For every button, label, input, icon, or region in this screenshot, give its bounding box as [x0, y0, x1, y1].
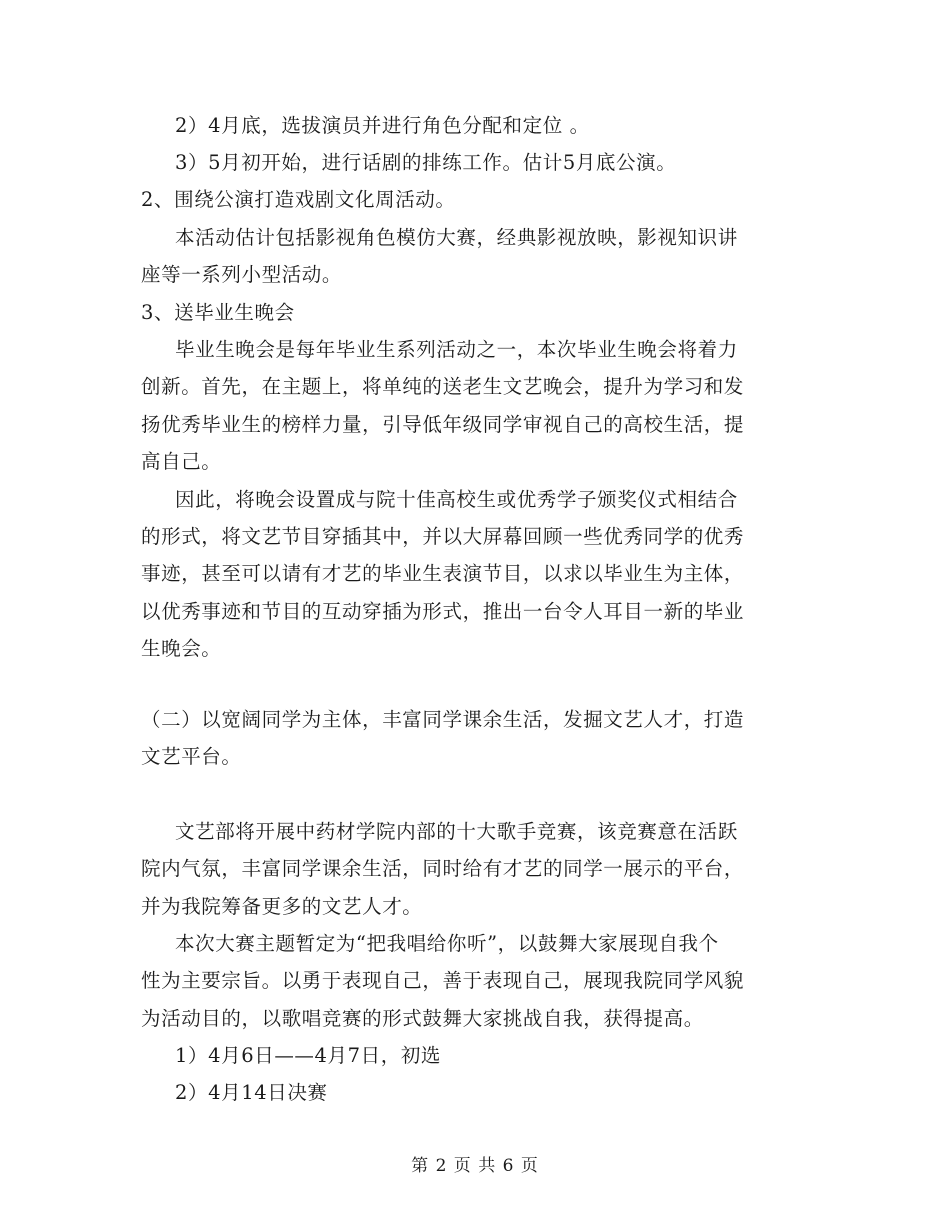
text-line-19: 院内气氛，丰富同学课余生活，同时给有才艺的同学一展示的平台，	[141, 857, 745, 880]
text-line-13: 事迹，甚至可以请有才艺的毕业生表演节目，以求以毕业生为主体，	[141, 562, 745, 585]
text-line-15: 生晚会。	[141, 637, 222, 660]
page-footer: 第 2 页 共 6 页	[411, 1156, 539, 1176]
text-line-11: 因此，将晚会设置成与院十佳高校生或优秀学子颁奖仪式相结合	[175, 488, 738, 511]
text-line-7: 毕业生晚会是每年毕业生系列活动之一，本次毕业生晚会将着力	[175, 338, 738, 361]
text-line-5: 座等一系列小型活动。	[141, 263, 343, 286]
text-line-20: 并为我院筹备更多的文艺人才。	[141, 895, 423, 918]
text-line-2: 3）5月初开始，进行话剧的排练工作。估计5月底公演。	[175, 151, 677, 174]
text-line-23: 为活动目的，以歌唱竞赛的形式鼓舞大家挑战自我，获得提高。	[141, 1007, 704, 1030]
section-heading-2: 2、围绕公演打造戏剧文化周活动。	[141, 188, 456, 211]
text-line-18: 文艺部将开展中药材学院内部的十大歌手竞赛，该竞赛意在活跃	[175, 820, 738, 843]
text-line-22: 性为主要宗旨。以勇于表现自己，善于表现自己，展现我院同学风貌	[141, 969, 745, 992]
text-line-8: 创新。首先，在主题上，将单纯的送老生文艺晚会，提升为学习和发	[141, 375, 745, 398]
text-line-4: 本活动估计包括影视角色模仿大赛，经典影视放映，影视知识讲	[175, 226, 738, 249]
text-line-9: 扬优秀毕业生的榜样力量，引导低年级同学审视自己的高校生活，提	[141, 413, 745, 436]
section-heading-two: （二）以宽阔同学为主体，丰富同学课余生活，发掘文艺人才，打造	[141, 708, 745, 731]
text-line-10: 高自己。	[141, 450, 222, 473]
text-line-14: 以优秀事迹和节目的互动穿插为形式，推出一台令人耳目一新的毕业	[141, 600, 745, 623]
text-line-24: 1）4月6日——4月7日，初选	[175, 1044, 442, 1067]
section-heading-3: 3、送毕业生晚会	[141, 301, 295, 324]
text-line-1: 2）4月底，选拔演员并进行角色分配和定位 。	[175, 114, 590, 137]
text-line-17: 文艺平台。	[141, 745, 242, 768]
text-line-12: 的形式，将文艺节目穿插其中，并以大屏幕回顾一些优秀同学的优秀	[141, 525, 745, 548]
text-line-25: 2）4月14日决赛	[175, 1081, 328, 1104]
text-line-21: 本次大赛主题暂定为“把我唱给你听”，以鼓舞大家展现自我个	[175, 932, 719, 955]
